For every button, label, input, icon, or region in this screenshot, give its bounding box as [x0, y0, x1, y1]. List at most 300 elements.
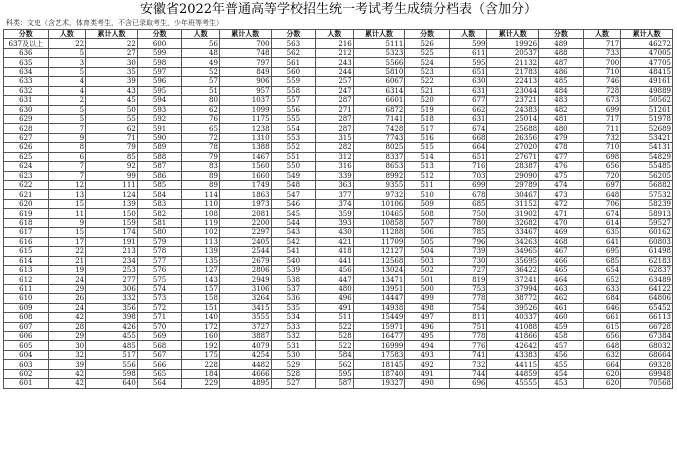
- cumulative-cell: 44859: [487, 369, 539, 378]
- score-cell: 630: [4, 105, 49, 114]
- score-cell: 552: [271, 143, 316, 152]
- count-cell: 430: [316, 228, 354, 237]
- cumulative-cell: 66728: [621, 322, 673, 331]
- score-cell: 565: [137, 369, 182, 378]
- count-cell: 441: [316, 256, 354, 265]
- score-cell: 634: [4, 67, 49, 76]
- score-cell: 573: [137, 294, 182, 303]
- count-cell: 511: [316, 313, 354, 322]
- score-cell: 549: [271, 171, 316, 180]
- cumulative-cell: 6067: [353, 77, 405, 86]
- cumulative-cell: 31902: [487, 209, 539, 218]
- score-cell: 516: [405, 133, 450, 142]
- score-cell: 602: [4, 369, 49, 378]
- count-cell: 648: [583, 190, 621, 199]
- table-header-row: [4, 30, 673, 39]
- table-row: [4, 294, 673, 303]
- score-cell: 518: [405, 114, 450, 123]
- cumulative-cell: 18145: [353, 360, 405, 369]
- count-cell: 24: [48, 275, 86, 284]
- count-cell: 271: [316, 105, 354, 114]
- score-cell: 537: [271, 284, 316, 293]
- count-cell: 685: [449, 199, 487, 208]
- cumulative-cell: 640: [86, 379, 138, 388]
- score-cell: 570: [137, 322, 182, 331]
- cumulative-cell: 68032: [621, 341, 673, 350]
- count-cell: 79: [182, 152, 220, 161]
- count-cell: 7: [48, 124, 86, 133]
- count-cell: 491: [316, 303, 354, 312]
- score-cell: 486: [539, 67, 584, 76]
- cumulative-cell: 4079: [219, 341, 271, 350]
- count-cell: 685: [583, 256, 621, 265]
- score-cell: 594: [137, 96, 182, 105]
- cumulative-cell: 556: [86, 360, 138, 369]
- score-cell: 593: [137, 105, 182, 114]
- score-cell: 491: [405, 369, 450, 378]
- cumulative-cell: 2544: [219, 247, 271, 256]
- cumulative-cell: 332: [86, 294, 138, 303]
- count-header: 人数: [182, 30, 220, 39]
- count-cell: 673: [583, 96, 621, 105]
- count-cell: 750: [449, 209, 487, 218]
- count-cell: 4: [48, 86, 86, 95]
- score-cell: 561: [271, 58, 316, 67]
- count-cell: 22: [48, 39, 86, 48]
- score-cell: 469: [539, 228, 584, 237]
- score-cell: 584: [137, 190, 182, 199]
- score-cell: 508: [405, 209, 450, 218]
- cumulative-cell: 3264: [219, 294, 271, 303]
- cumulative-cell: 85: [86, 152, 138, 161]
- cumulative-cell: 1310: [219, 133, 271, 142]
- score-cell: 481: [539, 114, 584, 123]
- score-cell: 528: [271, 369, 316, 378]
- count-cell: 744: [449, 369, 487, 378]
- table-row: [4, 199, 673, 208]
- cumulative-cell: 5111: [353, 39, 405, 48]
- count-cell: 3: [48, 58, 86, 67]
- score-cell: 454: [539, 369, 584, 378]
- count-cell: 5: [48, 114, 86, 123]
- cumulative-cell: 3415: [219, 303, 271, 312]
- count-cell: 6: [48, 152, 86, 161]
- score-cell: 626: [4, 143, 49, 152]
- cumulative-cell: 68664: [621, 350, 673, 359]
- count-header: 人数: [48, 30, 86, 39]
- score-cell: 513: [405, 162, 450, 171]
- cumulative-cell: 21132: [487, 58, 539, 67]
- table-row: [4, 58, 673, 67]
- score-cell: 550: [271, 162, 316, 171]
- score-cell: 470: [539, 218, 584, 227]
- cumulative-cell: 1660: [219, 171, 271, 180]
- count-cell: 287: [316, 124, 354, 133]
- cumulative-cell: 52689: [621, 124, 673, 133]
- score-header: 分数: [539, 30, 584, 39]
- count-header: 人数: [583, 30, 621, 39]
- score-cell: 471: [539, 209, 584, 218]
- score-cell: 502: [405, 265, 450, 274]
- count-header: 人数: [316, 30, 354, 39]
- cumulative-cell: 1973: [219, 199, 271, 208]
- count-cell: 699: [449, 181, 487, 190]
- count-cell: 717: [583, 114, 621, 123]
- cumulative-cell: 20537: [487, 48, 539, 57]
- cumulative-cell: 27: [86, 48, 138, 57]
- cumulative-cell: 12127: [353, 247, 405, 256]
- cumulative-cell: 43383: [487, 350, 539, 359]
- cumulative-cell: 4666: [219, 369, 271, 378]
- score-cell: 456: [539, 350, 584, 359]
- count-cell: 83: [182, 162, 220, 171]
- count-cell: 732: [583, 133, 621, 142]
- cumulative-cell: 69328: [621, 360, 673, 369]
- count-cell: 480: [316, 284, 354, 293]
- count-cell: 741: [449, 350, 487, 359]
- score-cell: 606: [4, 332, 49, 341]
- count-cell: 339: [316, 171, 354, 180]
- score-cell: 529: [271, 360, 316, 369]
- score-header: 分数: [271, 30, 316, 39]
- cumulative-cell: 2806: [219, 265, 271, 274]
- score-cell: 592: [137, 114, 182, 123]
- count-cell: 212: [316, 48, 354, 57]
- cumulative-cell: 700: [219, 39, 271, 48]
- score-cell: 560: [271, 67, 316, 76]
- cumulative-cell: 63489: [621, 275, 673, 284]
- cumulative-cell: 7428: [353, 124, 405, 133]
- score-cell: 599: [137, 48, 182, 57]
- count-cell: 5: [48, 48, 86, 57]
- count-cell: 228: [182, 360, 220, 369]
- count-cell: 110: [182, 199, 220, 208]
- count-cell: 780: [449, 218, 487, 227]
- cumulative-cell: 598: [86, 369, 138, 378]
- table-row: [4, 77, 673, 86]
- cumulative-cell: 3887: [219, 332, 271, 341]
- score-cell: 531: [271, 341, 316, 350]
- score-cell: 613: [4, 265, 49, 274]
- score-cell: 482: [539, 105, 584, 114]
- cumulative-cell: 4254: [219, 350, 271, 359]
- cumulative-cell: 124: [86, 190, 138, 199]
- count-cell: 9: [48, 133, 86, 142]
- count-cell: 62: [182, 105, 220, 114]
- count-cell: 102: [182, 228, 220, 237]
- count-cell: 65: [182, 124, 220, 133]
- count-cell: 717: [583, 39, 621, 48]
- score-cell: 589: [137, 143, 182, 152]
- count-cell: 674: [583, 209, 621, 218]
- score-cell: 463: [539, 284, 584, 293]
- count-cell: 26: [48, 294, 86, 303]
- cumulative-cell: 43: [86, 86, 138, 95]
- cumulative-cell: 40337: [487, 313, 539, 322]
- score-cell: 512: [405, 171, 450, 180]
- cumulative-cell: 39526: [487, 303, 539, 312]
- score-cell: 622: [4, 181, 49, 190]
- count-cell: 160: [182, 332, 220, 341]
- count-cell: 257: [316, 77, 354, 86]
- score-cell: 479: [539, 133, 584, 142]
- score-cell: 596: [137, 77, 182, 86]
- score-cell: 489: [539, 39, 584, 48]
- score-cell: 607: [4, 322, 49, 331]
- score-cell: 509: [405, 199, 450, 208]
- score-cell: 533: [271, 322, 316, 331]
- cumulative-cell: 797: [219, 58, 271, 67]
- cumulative-cell: 849: [219, 67, 271, 76]
- cumulative-cell: 1467: [219, 152, 271, 161]
- count-cell: 139: [182, 247, 220, 256]
- table-row: [4, 332, 673, 341]
- count-cell: 728: [583, 86, 621, 95]
- count-cell: 56: [182, 39, 220, 48]
- count-cell: 175: [182, 350, 220, 359]
- count-cell: 651: [449, 67, 487, 76]
- count-cell: 695: [583, 247, 621, 256]
- count-cell: 316: [316, 162, 354, 171]
- count-cell: 15: [48, 199, 86, 208]
- score-cell: 524: [405, 58, 450, 67]
- score-cell: 618: [4, 218, 49, 227]
- cumulative-cell: 56882: [621, 181, 673, 190]
- count-cell: 42: [48, 379, 86, 388]
- score-cell: 586: [137, 171, 182, 180]
- count-cell: 615: [583, 322, 621, 331]
- count-cell: 620: [583, 369, 621, 378]
- count-cell: 739: [449, 247, 487, 256]
- score-cell: 616: [4, 237, 49, 246]
- count-cell: 632: [583, 350, 621, 359]
- count-cell: 796: [449, 237, 487, 246]
- table-row: [4, 265, 673, 274]
- cumulative-cell: 16999: [353, 341, 405, 350]
- count-cell: 11: [48, 209, 86, 218]
- score-cell: 571: [137, 313, 182, 322]
- cumulative-cell: 37994: [487, 284, 539, 293]
- count-cell: 656: [583, 162, 621, 171]
- cumulative-cell: 55: [86, 114, 138, 123]
- score-cell: 462: [539, 294, 584, 303]
- cumulative-cell: 34263: [487, 237, 539, 246]
- score-cell: 521: [405, 86, 450, 95]
- cumulative-cell: 213: [86, 247, 138, 256]
- count-cell: 24: [48, 303, 86, 312]
- score-cell: 620: [4, 199, 49, 208]
- score-cell: 540: [271, 256, 316, 265]
- count-cell: 620: [583, 379, 621, 388]
- table-row: [4, 303, 673, 312]
- cumulative-cell: 485: [86, 341, 138, 350]
- count-cell: 698: [583, 152, 621, 161]
- cumulative-cell: 14447: [353, 294, 405, 303]
- cumulative-cell: 13471: [353, 275, 405, 284]
- count-cell: 522: [316, 322, 354, 331]
- count-cell: 30: [48, 341, 86, 350]
- score-cell: 453: [539, 379, 584, 388]
- cumulative-cell: 7743: [353, 133, 405, 142]
- cumulative-cell: 1238: [219, 124, 271, 133]
- table-row: [4, 48, 673, 57]
- count-cell: 363: [316, 181, 354, 190]
- cumulative-cell: 19926: [487, 39, 539, 48]
- score-cell: 497: [405, 313, 450, 322]
- score-cell: 496: [405, 322, 450, 331]
- score-cell: 495: [405, 332, 450, 341]
- table-row: [4, 209, 673, 218]
- score-cell: 572: [137, 303, 182, 312]
- score-cell: 530: [271, 350, 316, 359]
- score-cell: 611: [4, 284, 49, 293]
- count-cell: 12: [48, 181, 86, 190]
- cumulative-cell: 111: [86, 181, 138, 190]
- cumulative-cell: 12568: [353, 256, 405, 265]
- score-cell: 534: [271, 313, 316, 322]
- count-cell: 9: [48, 218, 86, 227]
- cumulative-cell: 39: [86, 77, 138, 86]
- count-cell: 76: [182, 114, 220, 123]
- cumulative-header: 累计人数: [86, 30, 138, 39]
- score-cell: 567: [137, 350, 182, 359]
- count-cell: 720: [583, 171, 621, 180]
- cumulative-cell: 1175: [219, 114, 271, 123]
- count-cell: 697: [583, 181, 621, 190]
- score-cell: 480: [539, 124, 584, 133]
- cumulative-cell: 253: [86, 265, 138, 274]
- count-cell: 700: [583, 58, 621, 67]
- score-cell: 558: [271, 86, 316, 95]
- count-cell: 656: [583, 332, 621, 341]
- score-cell: 623: [4, 171, 49, 180]
- table-row: [4, 341, 673, 350]
- count-cell: 377: [316, 190, 354, 199]
- score-cell: 615: [4, 247, 49, 256]
- count-cell: 216: [316, 39, 354, 48]
- score-cell: 627: [4, 133, 49, 142]
- count-cell: 4: [48, 77, 86, 86]
- table-row: [4, 237, 673, 246]
- cumulative-cell: 28387: [487, 162, 539, 171]
- score-cell: 633: [4, 77, 49, 86]
- cumulative-cell: 67384: [621, 332, 673, 341]
- score-cell: 485: [539, 77, 584, 86]
- count-cell: 584: [316, 350, 354, 359]
- count-cell: 716: [449, 162, 487, 171]
- cumulative-cell: 25688: [487, 124, 539, 133]
- score-cell: 547: [271, 190, 316, 199]
- count-cell: 730: [449, 256, 487, 265]
- count-cell: 595: [449, 58, 487, 67]
- count-cell: 48: [182, 48, 220, 57]
- cumulative-cell: 4895: [219, 379, 271, 388]
- cumulative-cell: 1388: [219, 143, 271, 152]
- count-cell: 374: [316, 199, 354, 208]
- count-cell: 733: [583, 48, 621, 57]
- table-row: [4, 228, 673, 237]
- cumulative-cell: 45555: [487, 379, 539, 388]
- cumulative-cell: 8025: [353, 143, 405, 152]
- cumulative-cell: 139: [86, 199, 138, 208]
- score-cell: 523: [405, 67, 450, 76]
- score-cell: 574: [137, 284, 182, 293]
- count-cell: 114: [182, 190, 220, 199]
- score-cell: 625: [4, 152, 49, 161]
- score-cell: 538: [271, 275, 316, 284]
- page-title: 安徽省2022年普通高等学校招生统一考试考生成绩分档表（含加分）: [139, 2, 538, 17]
- cumulative-cell: 41866: [487, 332, 539, 341]
- score-cell: 619: [4, 209, 49, 218]
- cumulative-cell: 5810: [353, 67, 405, 76]
- count-cell: 393: [316, 218, 354, 227]
- score-cell: 548: [271, 181, 316, 190]
- cumulative-cell: 16477: [353, 332, 405, 341]
- count-cell: 611: [449, 48, 487, 57]
- score-cell: 532: [271, 332, 316, 341]
- score-cell: 535: [271, 303, 316, 312]
- cumulative-cell: 65452: [621, 303, 673, 312]
- count-cell: 421: [316, 237, 354, 246]
- score-cell: 527: [271, 379, 316, 388]
- score-cell: 559: [271, 77, 316, 86]
- cumulative-cell: 6872: [353, 105, 405, 114]
- count-cell: 710: [583, 67, 621, 76]
- score-cell: 504: [405, 247, 450, 256]
- score-cell: 457: [539, 341, 584, 350]
- score-cell: 556: [271, 105, 316, 114]
- score-cell: 553: [271, 133, 316, 142]
- cumulative-header: 累计人数: [621, 30, 673, 39]
- cumulative-cell: 49889: [621, 86, 673, 95]
- count-cell: 631: [449, 86, 487, 95]
- score-cell: 631: [4, 96, 49, 105]
- score-cell: 478: [539, 143, 584, 152]
- score-cell: 525: [405, 48, 450, 57]
- cumulative-cell: 7141: [353, 114, 405, 123]
- cumulative-cell: 30: [86, 58, 138, 67]
- table-row: [4, 275, 673, 284]
- cumulative-cell: 356: [86, 303, 138, 312]
- count-cell: 562: [316, 360, 354, 369]
- cumulative-cell: 13951: [353, 284, 405, 293]
- cumulative-cell: 56205: [621, 171, 673, 180]
- score-cell: 624: [4, 162, 49, 171]
- score-cell: 605: [4, 341, 49, 350]
- score-cell: 483: [539, 96, 584, 105]
- cumulative-cell: 5323: [353, 48, 405, 57]
- count-cell: 456: [316, 265, 354, 274]
- table-row: [4, 360, 673, 369]
- cumulative-cell: 62183: [621, 256, 673, 265]
- score-cell: 601: [4, 379, 49, 388]
- score-cell: 562: [271, 48, 316, 57]
- cumulative-cell: 58913: [621, 209, 673, 218]
- cumulative-cell: 306: [86, 284, 138, 293]
- count-header: 人数: [449, 30, 487, 39]
- cumulative-cell: 69948: [621, 369, 673, 378]
- count-cell: 7: [48, 162, 86, 171]
- score-cell: 465: [539, 265, 584, 274]
- table-row: [4, 181, 673, 190]
- cumulative-cell: 3727: [219, 322, 271, 331]
- cumulative-cell: 191: [86, 237, 138, 246]
- score-cell: 468: [539, 237, 584, 246]
- table-row: [4, 379, 673, 388]
- count-cell: 29: [48, 284, 86, 293]
- cumulative-cell: 48415: [621, 67, 673, 76]
- cumulative-cell: 2297: [219, 228, 271, 237]
